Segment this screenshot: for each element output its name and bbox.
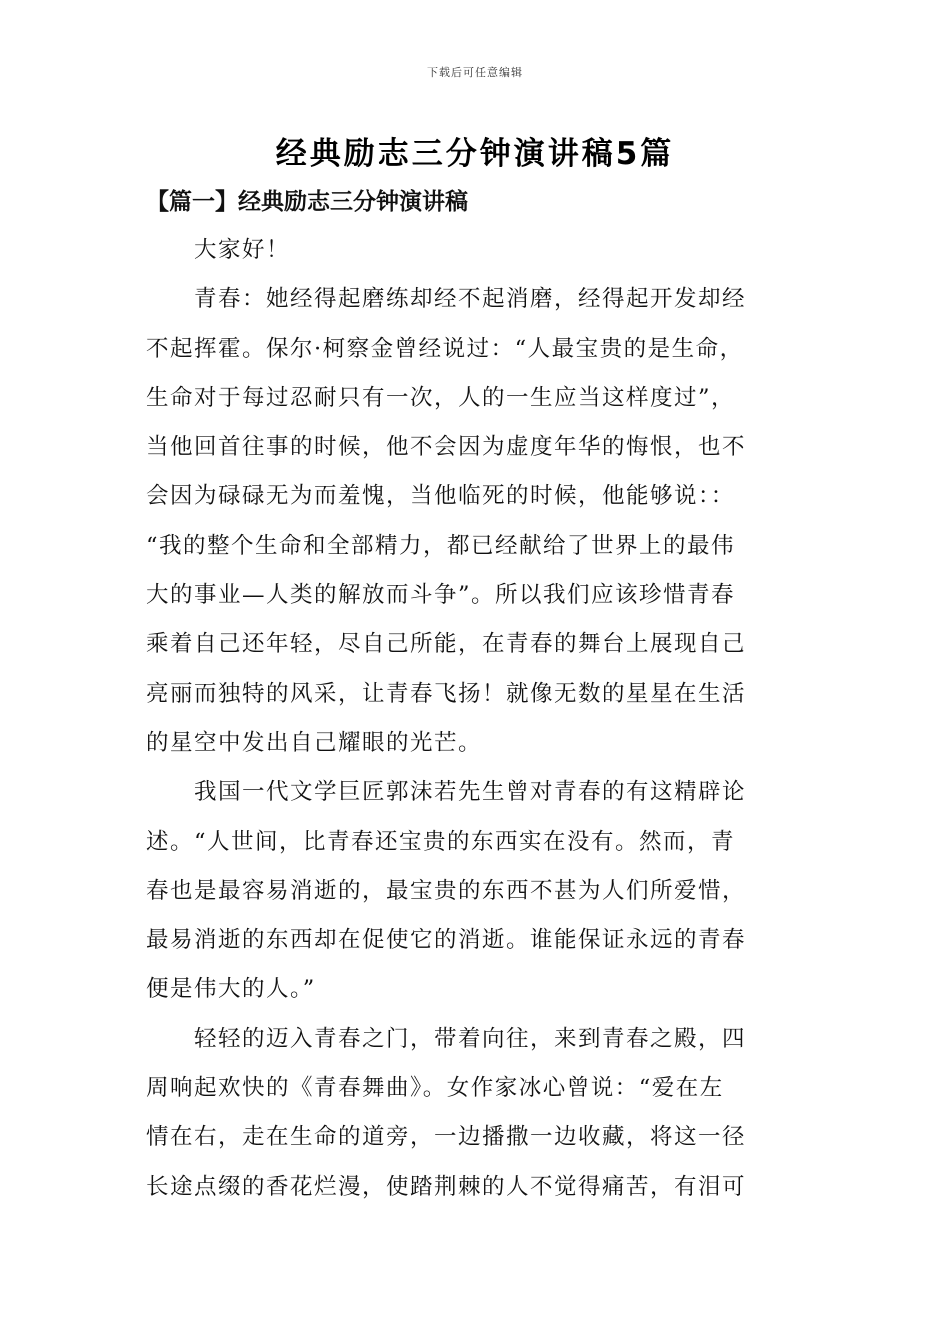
header-note: 下载后可任意编辑 (427, 66, 523, 79)
text-line: 乘着自己还年轻，尽自己所能，在青春的舞台上展现自己 (146, 631, 747, 658)
text-line: 青春：她经得起磨练却经不起消磨，经得起开发却经 (194, 286, 747, 313)
text-line: 述。“人世间，比青春还宝贵的东西实在没有。然而，青 (146, 828, 736, 855)
text-line: 生命对于每过忍耐只有一次，人的一生应当这样度过”， (146, 384, 736, 411)
section-heading: 【篇一】经典励志三分钟演讲稿 (146, 188, 468, 215)
text-line: 情在右，走在生命的道旁，一边播撒一边收藏，将这一径 (146, 1124, 747, 1151)
document-title: 经典励志三分钟演讲稿5篇 (275, 136, 675, 172)
text-line: 春也是最容易消逝的，最宝贵的东西不甚为人们所爱惜， (146, 877, 747, 904)
text-line: 的星空中发出自己耀眼的光芒。 (146, 729, 483, 756)
text-line: 轻轻的迈入青春之门，带着向往，来到青春之殿，四 (194, 1025, 747, 1052)
text-line: “我的整个生命和全部精力，都已经献给了世界上的最伟 (146, 532, 736, 559)
text-line: 会因为碌碌无为而羞愧，当他临死的时候，他能够说：： (146, 483, 735, 510)
text-line: 亮丽而独特的风采，让青春飞扬！就像无数的星星在生活 (146, 680, 747, 707)
text-line: 大的事业—人类的解放而斗争”。所以我们应该珍惜青春 (146, 582, 736, 609)
text-line: 不起挥霍。保尔·柯察金曾经说过：“人最宝贵的是生命， (146, 335, 744, 362)
text-line: 大家好！ (194, 237, 291, 263)
body-text (146, 226, 810, 1212)
text-line: 周响起欢快的《青春舞曲》。女作家冰心曾说：“爱在左 (146, 1075, 724, 1102)
text-line: 当他回首往事的时候，他不会因为虚度年华的悔恨，也不 (146, 434, 747, 461)
text-line: 便是伟大的人。” (146, 976, 316, 1003)
text-line: 长途点缀的香花烂漫，使踏荆棘的人不觉得痛苦，有泪可 (146, 1173, 747, 1200)
text-line: 我国一代文学巨匠郭沫若先生曾对青春的有这精辟论 (194, 779, 747, 806)
text-line: 最易消逝的东西却在促使它的消逝。谁能保证永远的青春 (146, 927, 747, 954)
